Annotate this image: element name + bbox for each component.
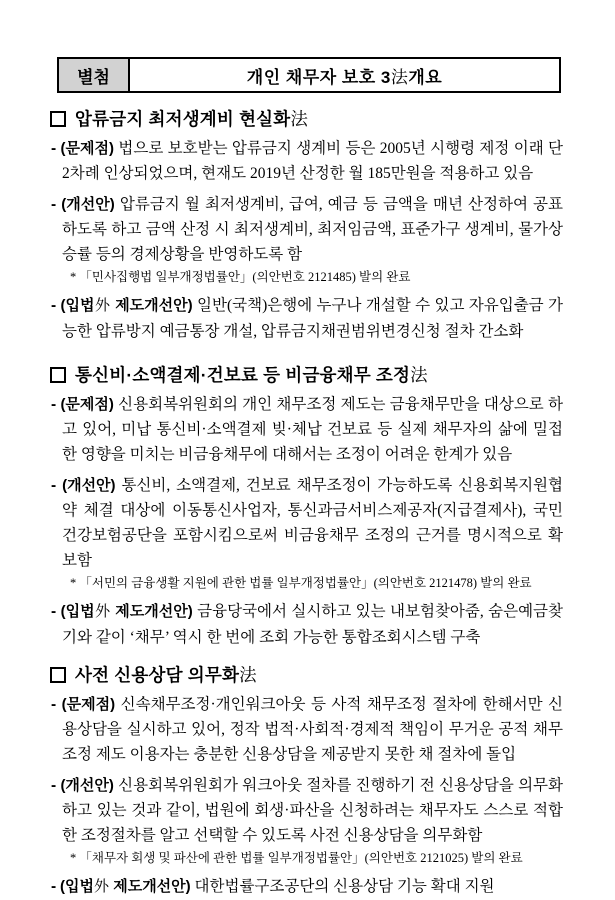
document-title-text: 개인 채무자 보호 3	[246, 67, 391, 87]
bullet-label: (문제점)	[60, 396, 114, 413]
section-heading	[50, 108, 563, 130]
bullet-text: 신용회복위원회의 개인 채무조정 제도는 금융채무만을 대상으로 하고 있어, 미납 통신비·소액결제 빚·체납 건보료 등 실제 채무자의 삶에 밀접한 영향을 미치는 비금융채무에 대해서는 조정이 어려운 한계가 있음	[62, 396, 563, 463]
bullet-label: (문제점)	[60, 140, 115, 157]
law-hanja: 法	[239, 665, 257, 685]
section-heading-text: 압류금지 최저생계비 현실화法	[75, 109, 309, 129]
bullet-improvement	[51, 192, 563, 267]
bullet-label: (입법外 제도개선안)	[60, 878, 191, 895]
bullet-problem	[51, 692, 563, 767]
label-hanja: 外	[94, 604, 111, 620]
label-hanja: 外	[94, 298, 111, 314]
bullet-improvement	[51, 473, 563, 573]
bullet-text: 일반(국책)은행에 누구나 개설할 수 있고 자유입출금 가능한 압류방지 예금통장 개설, 압류금지채권범위변경신청 절차 간소화	[62, 297, 563, 340]
bullet-problem	[51, 136, 563, 186]
dash-bullet: -	[51, 297, 57, 314]
dash-bullet: -	[51, 696, 57, 713]
document-title	[130, 59, 559, 91]
section-heading	[50, 364, 563, 386]
law-hanja: 法	[290, 109, 309, 129]
label-hanja: 外	[94, 879, 110, 895]
document-title-suffix: 개요	[408, 67, 443, 87]
bullet-text: 대한법률구조공단의 신용상담 기능 확대 지원	[194, 878, 495, 895]
square-bullet-icon	[50, 367, 66, 383]
law-hanja: 法	[410, 365, 428, 385]
bullet-text: 신용회복위원회가 워크아웃 절차를 진행하기 전 신용상담을 의무화하고 있는 것과 같이, 법원에 회생·파산을 신청하려는 채무자도 스스로 적합한 조정절차를 알고 선택할 수 있도록 사전 신용상담을 의무화함	[62, 777, 563, 844]
section-seizure-ban-law	[50, 108, 563, 344]
section-credit-counseling-law	[50, 664, 563, 900]
square-bullet-icon	[50, 111, 66, 127]
dash-bullet: -	[51, 196, 57, 213]
bullet-non-legislative	[51, 599, 563, 650]
bullet-label: (입법外 제도개선안)	[60, 297, 193, 314]
square-bullet-icon	[50, 667, 66, 683]
dash-bullet: -	[51, 140, 57, 157]
document-title-hanja: 法	[390, 67, 409, 87]
bullet-text: 통신비, 소액결제, 건보료 채무조정이 가능하도록 신용회복지원협약 체결 대상에 이동통신사업자, 통신과금서비스제공자(지급결제사), 국민건강보험공단을 포함시킴으로써 비금융채무 조정의 근거를 명시적으로 확보함	[62, 477, 563, 569]
bullet-label: (입법外 제도개선안)	[60, 603, 193, 620]
bullet-label: (개선안)	[60, 777, 114, 794]
section-non-financial-debt-law	[50, 364, 563, 650]
bullet-label: (문제점)	[61, 696, 116, 713]
attachment-header-table	[57, 57, 561, 93]
bill-footnote: * 「서민의 금융생활 지원에 관한 법률 일부개정법률안」(의안번호 2121478) 발의 완료	[70, 576, 532, 590]
bullet-label: (개선안)	[62, 477, 116, 494]
document-body	[50, 57, 563, 900]
bill-footnote: * 「민사집행법 일부개정법률안」(의안번호 2121485) 발의 완료	[70, 270, 411, 284]
bullet-problem	[51, 392, 563, 467]
dash-bullet: -	[51, 777, 57, 794]
bullet-text: 신속채무조정·개인워크아웃 등 사적 채무조정 절차에 한해서만 신용상담을 실시하고 있어, 정작 법적·사회적·경제적 책임이 무거운 공적 채무조정 제도 이용자는 충분한 신용상담을 제공받지 못한 채 절차에 돌입	[62, 696, 564, 763]
dash-bullet: -	[51, 878, 57, 895]
dash-bullet: -	[51, 396, 57, 413]
bullet-text: 압류금지 월 최저생계비, 급여, 예금 등 금액을 매년 산정하여 공표하도록 하고 금액 산정 시 최저생계비, 최저임금액, 표준가구 생계비, 물가상승률 등의 경제상황을 반영하도록 함	[62, 196, 564, 263]
bullet-non-legislative	[51, 874, 563, 900]
bullet-non-legislative	[51, 293, 563, 344]
bullet-improvement	[51, 773, 563, 848]
section-heading	[50, 664, 563, 686]
dash-bullet: -	[51, 477, 57, 494]
bullet-label: (개선안)	[61, 196, 115, 213]
bill-footnote: * 「채무자 회생 및 파산에 관한 법률 일부개정법률안」(의안번호 2121025) 발의 완료	[70, 851, 523, 865]
bullet-text: 법으로 보호받는 압류금지 생계비 등은 2005년 시행령 제정 이래 단 2차례 인상되었으며, 현재도 2019년 산정한 월 185만원을 적용하고 있음	[62, 140, 564, 182]
attachment-badge: 별첨	[59, 59, 130, 91]
section-heading-text: 사전 신용상담 의무화法	[75, 665, 257, 685]
bullet-text: 금융당국에서 실시하고 있는 내보험찾아줌, 숨은예금찾기와 같이 ‘채무’ 역시 한 번에 조회 가능한 통합조회시스템 구축	[62, 603, 563, 646]
section-heading-text: 통신비·소액결제·건보료 등 비금융채무 조정法	[75, 365, 428, 385]
dash-bullet: -	[51, 603, 57, 620]
